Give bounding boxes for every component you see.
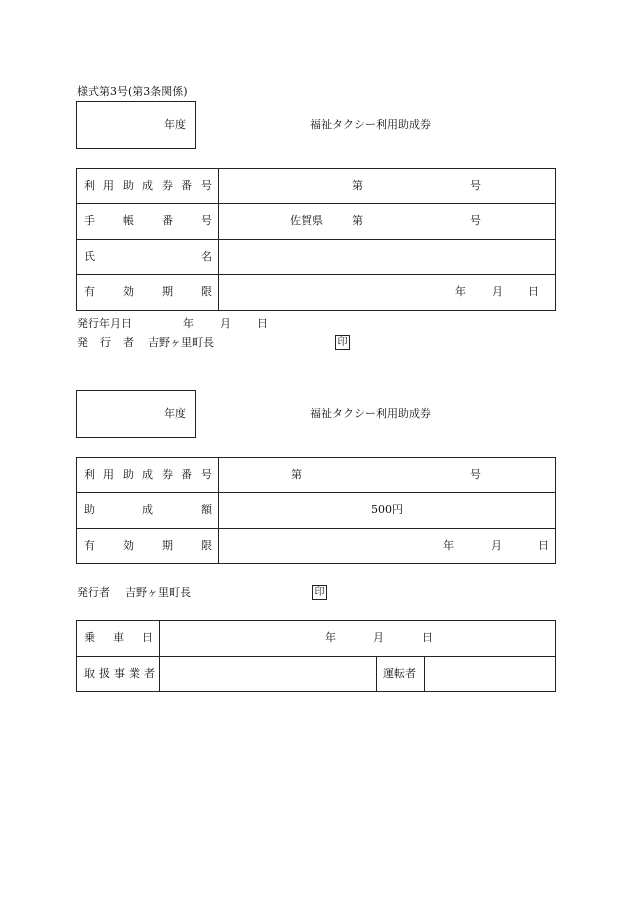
fiscal-year-label-2: 年度 <box>164 407 186 420</box>
validity-month: 月 <box>492 285 503 298</box>
issue-month: 月 <box>220 317 231 330</box>
handbook-prefecture: 佐賀県 <box>290 214 323 227</box>
validity-month-2: 月 <box>491 539 502 552</box>
voucher-number-suffix-2: 号 <box>470 468 481 481</box>
issue-date-label: 発行年月日 <box>77 317 132 330</box>
ride-day: 日 <box>422 631 433 644</box>
voucher-title-2: 福祉タクシー利用助成券 <box>310 407 431 420</box>
issue-day: 日 <box>257 317 268 330</box>
issuer-name: 吉野ヶ里町長 <box>148 336 214 349</box>
form-label: 様式第3号(第3条関係) <box>77 85 188 98</box>
handbook-number-suffix: 号 <box>470 214 481 227</box>
validity-year-2: 年 <box>443 539 454 552</box>
issue-year: 年 <box>183 317 194 330</box>
fiscal-year-label: 年度 <box>164 118 186 131</box>
issuer-label-2: 発行者 <box>77 586 110 599</box>
issuer-name-2: 吉野ヶ里町長 <box>125 586 191 599</box>
voucher-number-prefix-2: 第 <box>291 468 302 481</box>
validity-year: 年 <box>455 285 466 298</box>
handbook-number-prefix: 第 <box>352 214 363 227</box>
ride-month: 月 <box>373 631 384 644</box>
seal-mark: 印 <box>335 335 350 350</box>
validity-day: 日 <box>528 285 539 298</box>
voucher-title: 福祉タクシー利用助成券 <box>310 118 431 131</box>
voucher-number-prefix: 第 <box>352 179 363 192</box>
amount-value: 500円 <box>371 503 403 516</box>
ride-year: 年 <box>325 631 336 644</box>
driver-label: 運転者 <box>383 667 416 680</box>
seal-mark-2: 印 <box>312 585 327 600</box>
validity-day-2: 日 <box>538 539 549 552</box>
voucher-number-suffix: 号 <box>470 179 481 192</box>
